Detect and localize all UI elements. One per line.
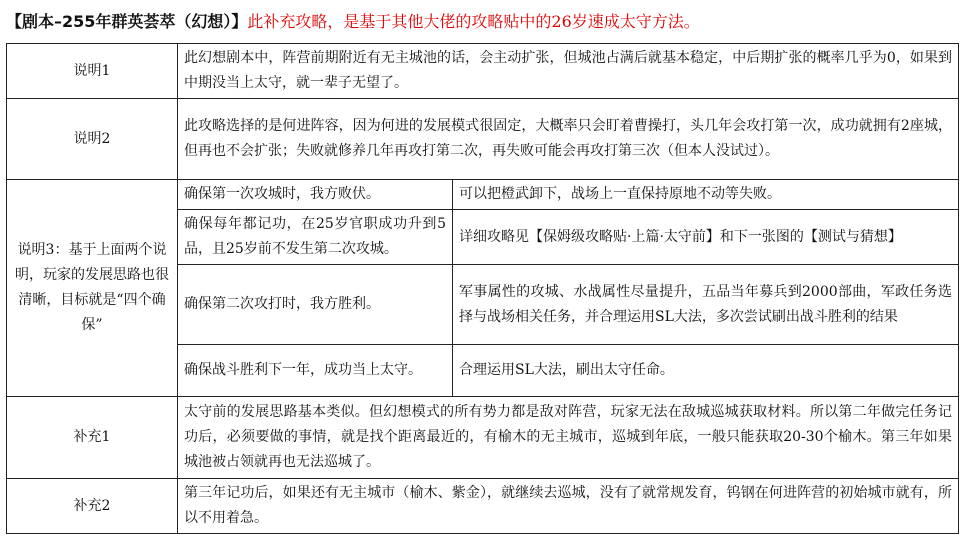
method-cell: 合理运用SL大法，刷出太守任命。 — [453, 345, 959, 397]
row-content-note2: 此攻略选择的是何进阵容，因为何进的发展模式很固定，大概率只会盯着曹操打，头几年会攻打第一次，成功就拥有2座城，但再也不会扩张；失败就修养几年再攻打第二次，再失败可能会再攻打第三次（但本人没试过）。 — [178, 99, 959, 180]
goal-cell: 确保每年都记功，在25岁官职成功升到5品，且25岁前不发生第二次攻城。 — [178, 210, 453, 265]
goal-cell: 确保第一次攻城时，我方败伏。 — [178, 180, 453, 210]
goal-cell: 确保第二次攻打时，我方胜利。 — [178, 265, 453, 345]
row-content-supplement1: 太守前的发展思路基本类似。但幻想模式的所有势力都是敌对阵营，玩家无法在敌城巡城获取材料。所以第二年做完任务记功后，必须要做的事情，就是找个距离最近的，有榆木的无主城市，巡城到年底，一般只能获取20-30个榆木。第三年如果城池被占领就再也无法巡城了。 — [178, 397, 959, 479]
row-label-note2: 说明2 — [7, 99, 178, 180]
row-label-note3: 说明3：基于上面两个说明，玩家的发展思路也很清晰，目标就是“四个确保” — [7, 180, 178, 397]
row-content-supplement2: 第三年记功后，如果还有无主城市（榆木、紫金），就继续去巡城，没有了就常规发育，钨钢在何进阵营的初始城市就有，所以不用着急。 — [178, 479, 959, 534]
table-row — [7, 479, 959, 534]
row-label-supplement1: 补充1 — [7, 397, 178, 479]
strategy-table — [6, 43, 959, 534]
table-row — [7, 397, 959, 479]
title-prefix: 【剧本–255年群英荟萃（幻想）】 — [6, 12, 248, 31]
method-cell: 详细攻略见【保姆级攻略贴·上篇·太守前】和下一张图的【测试与猜想】 — [453, 210, 959, 265]
table-row — [7, 180, 959, 210]
title-note: 此补充攻略，是基于其他大佬的攻略贴中的26岁速成太守方法。 — [247, 12, 700, 31]
table-row — [7, 44, 959, 99]
method-cell: 可以把橙武卸下，战场上一直保持原地不动等失败。 — [453, 180, 959, 210]
row-label-note1: 说明1 — [7, 44, 178, 99]
row-label-supplement2: 补充2 — [7, 479, 178, 534]
row-content-note1: 此幻想剧本中，阵营前期附近有无主城池的话，会主动扩张，但城池占满后就基本稳定，中后期扩张的概率几乎为0，如果到中期没当上太守，就一辈子无望了。 — [178, 44, 959, 99]
table-row — [7, 99, 959, 180]
goal-cell: 确保战斗胜利下一年，成功当上太守。 — [178, 345, 453, 397]
method-cell: 军事属性的攻城、水战属性尽量提升，五品当年募兵到2000部曲，军政任务选择与战场相关任务，并合理运用SL大法，多次尝试刷出战斗胜利的结果 — [453, 265, 959, 345]
page-title — [6, 3, 961, 41]
